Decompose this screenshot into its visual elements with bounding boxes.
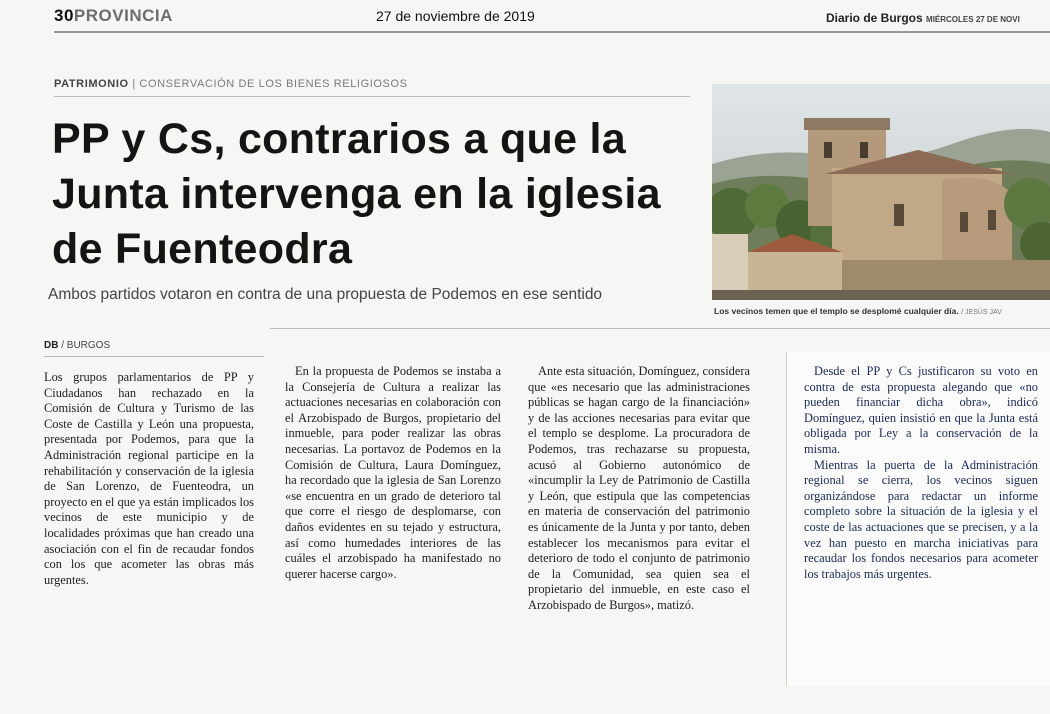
photo-credit: / JESÚS JAV — [961, 309, 1002, 316]
church-illustration — [712, 84, 1050, 300]
article-column-3 — [528, 364, 750, 614]
caption-text: Los vecinos temen que el templo se desplomé cualquier día. — [714, 306, 959, 316]
page-number: 30 — [54, 6, 74, 25]
newspaper-date: MIÉRCOLES 27 DE NOVI — [926, 15, 1020, 24]
kicker-divider — [54, 96, 690, 97]
newspaper-masthead — [826, 11, 1020, 25]
column-3-text: Ante esta situación, Domínguez, considera que «es necesario que las administraciones públicas se hagan cargo de la financiación» y de las acciones necesarias para evitar que el templo se desplome. La procuradora de Podemos, tras rechazarse su propuesta, acusó al Gobierno autonómico de «incumplir la Ley de Patrimonio de Castilla y León, que estipula que las competencias en materia de conservación del patrimonio es únicamente de la Junta y por tanto, deben establecer los mecanismos para evitar el deterioro de todo el conjunto de patrimonio de la Comunidad, sea quien sea el propietario del inmueble, en este caso el Arzobispado de Burgos», matizó. — [528, 364, 750, 612]
article-dateline — [44, 340, 110, 351]
kicker-section: PATRIMONIO — [54, 78, 129, 90]
church-photo — [712, 84, 1050, 300]
photo-caption — [714, 306, 1002, 316]
newspaper-name: Diario de Burgos — [826, 11, 923, 25]
article-subtitle: Ambos partidos votaron en contra de una propuesta de Podemos en ese sentido — [48, 286, 603, 303]
article-kicker — [54, 78, 408, 90]
clipping-date: 27 de noviembre de 2019 — [376, 8, 535, 24]
body-divider — [270, 328, 1050, 329]
page-header-section — [54, 6, 173, 26]
dateline-divider — [44, 356, 264, 357]
article-column-2 — [285, 364, 501, 582]
kicker-topic: | CONSERVACIÓN DE LOS BIENES RELIGIOSOS — [132, 78, 408, 90]
dateline-source: DB — [44, 340, 59, 351]
column-4-paragraph-1: Desde el PP y Cs justificaron su voto en contra de esta propuesta alegando que «no pueden financiar dicha obra», indicó Domínguez, quien insistió en que la Junta está obligada por Ley a la conservación de la misma. — [804, 364, 1038, 456]
article-headline: PP y Cs, contrarios a que la Junta intervenga en la iglesia de Fuenteodra — [52, 115, 661, 273]
header-divider — [54, 31, 1050, 33]
section-name: PROVINCIA — [73, 6, 173, 25]
dateline-place: / BURGOS — [61, 340, 111, 351]
article-column-1 — [44, 370, 254, 588]
column-2-text: En la propuesta de Podemos se instaba a la Consejería de Cultura a realizar las actuaciones necesarias en colaboración con el Arzobispado de Burgos, propietario del inmueble, para poder realizar las obras necesarias. La portavoz de Podemos en la Comisión de Cultura, Laura Domínguez, ha recordado que la iglesia de San Lorenzo «se encuentra en un grado de deterioro tal que corre el riesgo de desplomarse, con daños evidentes en su tejado y estructura, así como humedades interiores de las cuáles el arzobispado ha manifestado no querer hacerse cargo». — [285, 364, 501, 581]
column-1-text: Los grupos parlamentarios de PP y Ciudadanos han rechazado en la Comisión de Cultura y Turismo de las Coste de Castilla y León una propuesta, presentada por Podemos, para que la Administración regional participe en la rehabilitación y conservación de la iglesia de San Lorenzo, de Fuenteodra, un proyecto en el que ya están implicados los vecinos de este municipio y de localidades próximas que han creado una asociación con el fin de recaudar fondos con los que acometer las obras más urgentes. — [44, 370, 254, 587]
article-column-4 — [804, 364, 1038, 582]
column-4-paragraph-2: Mientras la puerta de la Administración regional se cierra, los vecinos siguen organizándose para redactar un informe completo sobre la situación de la iglesia y el coste de las actuaciones que se precisen, y a la vez han puesto en marcha iniciativas para recaudar los fondos necesarios para acometer los trabajos más urgentes. — [804, 457, 1038, 581]
